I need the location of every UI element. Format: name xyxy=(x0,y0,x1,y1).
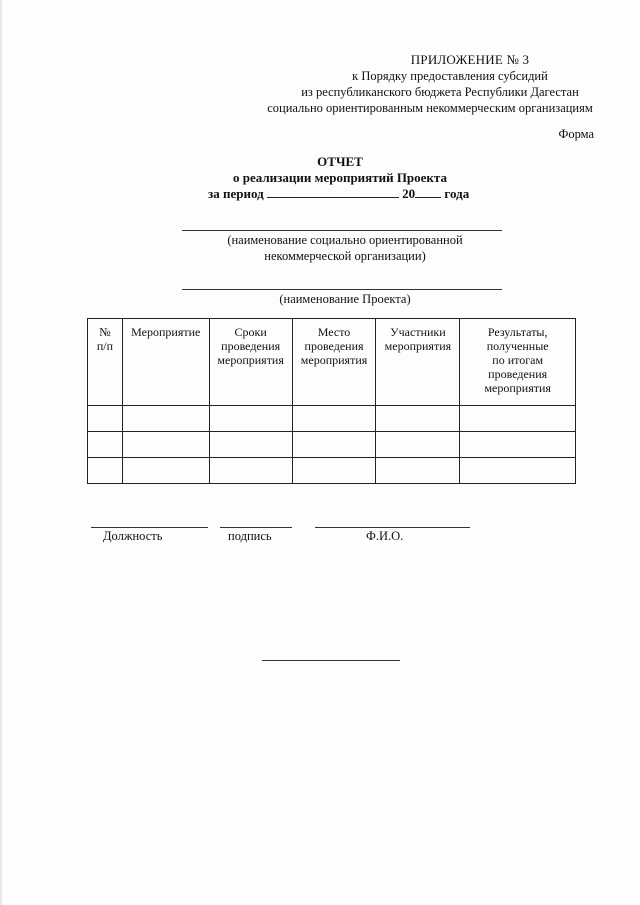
org-caption-line-2: некоммерческой организации) xyxy=(264,249,426,263)
table-cell[interactable] xyxy=(209,406,292,432)
appendix-line-3: социально ориентированным некоммерческим организациям xyxy=(267,101,593,115)
table-cell[interactable] xyxy=(122,432,209,458)
table-header-row xyxy=(88,319,576,406)
appendix-line-2: из республиканского бюджета Республики Дагестан xyxy=(301,85,579,99)
col-header-event: Мероприятие xyxy=(122,319,209,406)
appendix-title: ПРИЛОЖЕНИЕ № 3 xyxy=(410,52,530,67)
col-header-place: Место проведения мероприятия xyxy=(292,319,376,406)
report-title xyxy=(190,154,490,186)
period-blank xyxy=(267,186,399,198)
project-name-caption: (наименование Проекта) xyxy=(279,292,411,306)
position-line xyxy=(91,527,208,528)
year-prefix: 20 xyxy=(402,186,416,201)
org-name-caption xyxy=(200,232,490,264)
table-row xyxy=(88,432,576,458)
footer-line xyxy=(262,660,400,661)
report-title-main: ОТЧЕТ xyxy=(317,154,363,169)
table-row xyxy=(88,458,576,484)
full-name-line xyxy=(315,527,470,528)
table-cell[interactable] xyxy=(460,458,576,484)
appendix-line-1: к Порядку предоставления субсидий xyxy=(352,69,548,83)
org-caption-line-1: (наименование социально ориентированной xyxy=(227,233,463,247)
table-cell[interactable] xyxy=(209,458,292,484)
report-title-sub: о реализации мероприятий Проекта xyxy=(233,170,447,185)
table-cell[interactable] xyxy=(376,432,460,458)
appendix-header xyxy=(240,52,620,116)
year-blank xyxy=(415,186,441,198)
table-cell[interactable] xyxy=(88,406,123,432)
table-cell[interactable] xyxy=(376,406,460,432)
signature-label: подпись xyxy=(228,529,272,543)
table-cell[interactable] xyxy=(88,432,123,458)
table-cell[interactable] xyxy=(88,458,123,484)
table-cell[interactable] xyxy=(292,406,376,432)
col-header-results: Результаты, полученные по итогам проведения мероприятия xyxy=(460,319,576,406)
signature-line xyxy=(220,527,292,528)
org-name-line xyxy=(182,230,502,231)
form-label: Форма xyxy=(558,127,594,141)
full-name-label: Ф.И.О. xyxy=(366,529,404,543)
table-cell[interactable] xyxy=(292,458,376,484)
period-prefix: за период xyxy=(208,186,264,201)
year-suffix: года xyxy=(444,186,470,201)
events-table xyxy=(87,318,576,484)
scan-edge xyxy=(0,0,2,905)
table-row xyxy=(88,406,576,432)
table-cell[interactable] xyxy=(122,458,209,484)
table-cell[interactable] xyxy=(292,432,376,458)
col-header-dates: Сроки проведения мероприятия xyxy=(209,319,292,406)
table-cell[interactable] xyxy=(122,406,209,432)
position-label: Должность xyxy=(103,529,163,543)
table-cell[interactable] xyxy=(209,432,292,458)
table-cell[interactable] xyxy=(376,458,460,484)
col-header-num: № п/п xyxy=(88,319,123,406)
project-name-line xyxy=(182,289,502,290)
report-period xyxy=(208,186,469,202)
table-cell[interactable] xyxy=(460,432,576,458)
col-header-participants: Участники мероприятия xyxy=(376,319,460,406)
table-cell[interactable] xyxy=(460,406,576,432)
